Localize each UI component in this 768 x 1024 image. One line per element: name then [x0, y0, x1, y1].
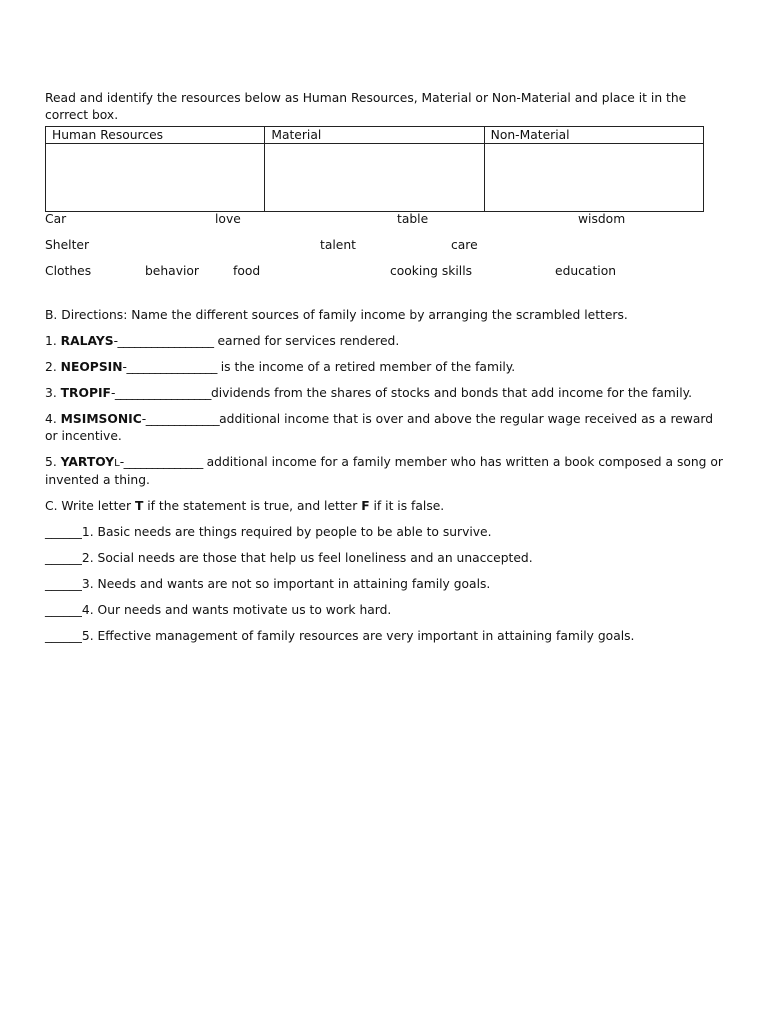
answer-box-human-resources[interactable]	[46, 144, 265, 212]
directions-text: if it is false.	[369, 499, 445, 513]
word-bank-row-1	[45, 212, 725, 229]
income-item-4	[45, 411, 725, 445]
answer-blank[interactable]: -______________	[119, 455, 203, 469]
true-false-item-5[interactable]: ______5. Effective management of family resources are very important in attaining family goals.	[45, 629, 635, 643]
directions-text: C. Write letter	[45, 499, 135, 513]
item-text: additional income that is over and above the regular wage received as a reward or incentive.	[45, 412, 714, 443]
item-text: dividends from the shares of stocks and bonds that add income for the family.	[210, 386, 693, 400]
word-clothes: Clothes	[45, 264, 92, 278]
answer-blank[interactable]: -________________	[122, 360, 217, 374]
scrambled-word: MSIMSONIC	[60, 412, 142, 426]
answer-blank[interactable]: -_________________	[110, 386, 211, 400]
word-car: Car	[45, 212, 67, 226]
item-number: 2.	[45, 360, 57, 374]
item-number: 4.	[45, 412, 57, 426]
item-text: additional income for a family member who has written a book composed a song or invented a thing.	[45, 455, 723, 487]
word-talent: talent	[320, 238, 356, 252]
resource-sort-table	[45, 126, 704, 212]
item-number: 3.	[45, 386, 61, 400]
word-love: love	[215, 212, 241, 226]
income-item-1	[45, 333, 725, 350]
word-food: food	[233, 264, 261, 278]
income-item-2	[45, 359, 725, 376]
directions-text: if the statement is true, and letter	[143, 499, 362, 513]
item-text: earned for services rendered.	[213, 334, 400, 348]
true-false-item-4[interactable]: ______4. Our needs and wants motivate us to work hard.	[45, 603, 392, 617]
word-shelter: Shelter	[45, 238, 90, 252]
item-number: 1.	[45, 334, 57, 348]
answer-blank[interactable]: -_________________	[113, 334, 214, 348]
word-care: care	[451, 238, 478, 252]
word-wisdom: wisdom	[578, 212, 626, 226]
section-a-instruction: Read and identify the resources below as Human Resources, Material or Non-Material and place it in the correct box.	[45, 91, 687, 122]
scrambled-word: NEOPSIN	[60, 360, 123, 374]
answer-blank[interactable]: -_____________	[141, 412, 220, 426]
word-cooking-skills: cooking skills	[390, 264, 473, 278]
true-letter: T	[134, 499, 144, 513]
true-false-item-2[interactable]: ______2. Social needs are those that help us feel loneliness and an unaccepted.	[45, 551, 533, 565]
word-behavior: behavior	[145, 264, 199, 278]
item-text: is the income of a retired member of the family.	[216, 360, 516, 374]
word-bank-row-3	[45, 264, 725, 281]
section-c-directions	[45, 498, 725, 515]
scrambled-word: RALAYS	[60, 334, 114, 348]
scrambled-word-suffix: L	[114, 458, 120, 469]
true-false-item-1[interactable]: ______1. Basic needs are things required by people to be able to survive.	[45, 525, 492, 539]
section-b-directions: B. Directions: Name the different sources of family income by arranging the scrambled letters.	[45, 308, 628, 322]
income-item-3	[45, 385, 725, 402]
scrambled-word: YARTOY	[60, 455, 115, 469]
column-header-non-material: Non-Material	[484, 127, 703, 144]
true-false-item-3[interactable]: ______3. Needs and wants are not so important in attaining family goals.	[45, 577, 491, 591]
word-education: education	[555, 264, 617, 278]
answer-box-non-material[interactable]	[484, 144, 703, 212]
worksheet	[45, 90, 725, 645]
answer-box-material[interactable]	[265, 144, 484, 212]
column-header-material: Material	[265, 127, 484, 144]
column-header-human-resources: Human Resources	[46, 127, 265, 144]
word-bank-row-2	[45, 238, 725, 255]
scrambled-word: TROPIF	[60, 386, 111, 400]
income-item-5	[45, 454, 725, 489]
false-letter: F	[361, 499, 370, 513]
item-number: 5.	[45, 455, 61, 469]
word-table: table	[397, 212, 429, 226]
